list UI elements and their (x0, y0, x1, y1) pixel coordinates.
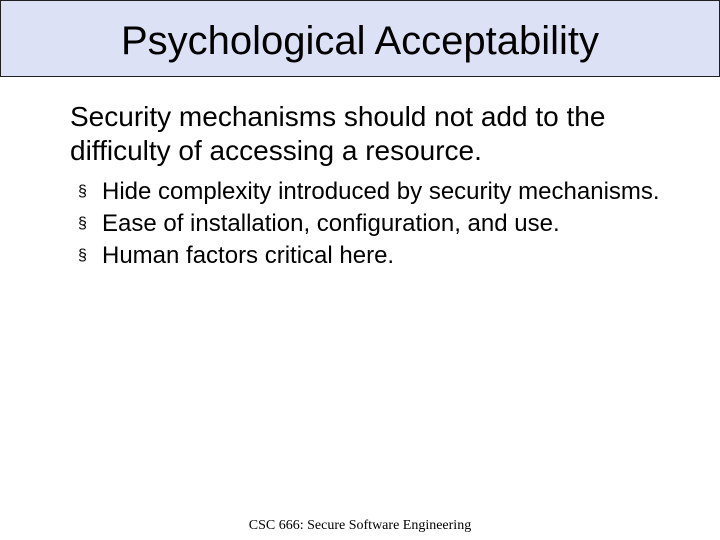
bullet-item (78, 208, 678, 240)
slide-footer: CSC 666: Secure Software Engineering (248, 518, 472, 533)
bullet-list (78, 176, 678, 272)
bullet-text: Human factors critical here. (102, 242, 395, 269)
section-sign-bullet-icon: § (78, 247, 87, 264)
main-point-text: Security mechanisms should not add to the difficulty of accessing a resource. (70, 101, 606, 166)
section-sign-bullet-icon: § (78, 183, 87, 200)
slide-title: Psychological Acceptability (120, 18, 600, 63)
slide-title-bar (0, 0, 720, 77)
bullet-item (78, 176, 678, 208)
bullet-text: Ease of installation, configuration, and use. (102, 210, 560, 237)
bullet-text: Hide complexity introduced by security mechanisms. (102, 178, 660, 205)
bullet-item (78, 240, 678, 272)
section-sign-bullet-icon: § (78, 215, 87, 232)
